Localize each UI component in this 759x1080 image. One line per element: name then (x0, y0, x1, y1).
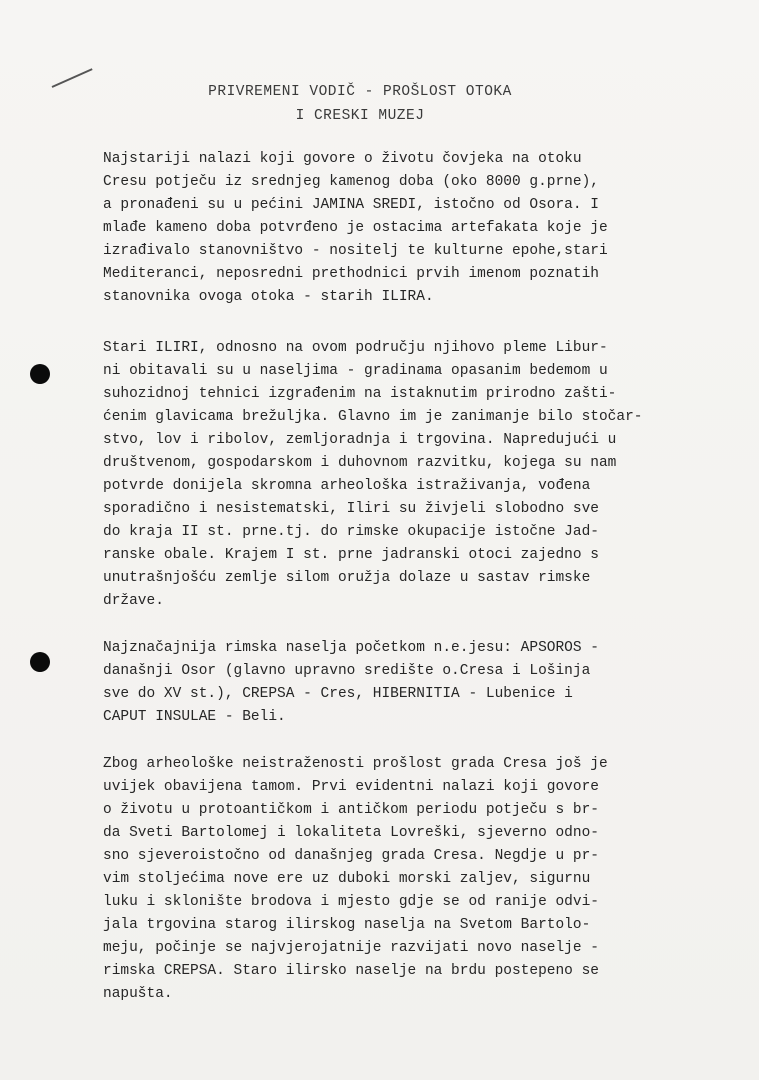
text-line: o životu u protoantičkom i antičkom periodu potječu s br- (103, 802, 599, 818)
document-title (180, 80, 540, 128)
text-line: ni obitavali su u naseljima - gradinama opasanim bedemom u (103, 363, 608, 379)
paragraph-3 (103, 637, 663, 729)
text-line: sve do XV st.), CREPSA - Cres, HIBERNITIA - Lubenice i (103, 686, 573, 702)
text-line: Cresu potječu iz srednjeg kamenog doba (oko 8000 g.prne), (103, 174, 599, 190)
pencil-mark (52, 68, 93, 88)
text-line: Stari ILIRI, odnosno na ovom području njihovo pleme Libur- (103, 340, 608, 356)
text-line: rimska CREPSA. Staro ilirsko naselje na brdu postepeno se (103, 963, 599, 979)
text-line: Najznačajnija rimska naselja početkom n.e.jesu: APSOROS - (103, 640, 599, 656)
title-line-1: PRIVREMENI VODIČ - PROŠLOST OTOKA (208, 84, 512, 100)
text-line: a pronađeni su u pećini JAMINA SREDI, istočno od Osora. I (103, 197, 599, 213)
text-line: uvijek obavijena tamom. Prvi evidentni nalazi koji govore (103, 779, 599, 795)
title-line-2: I CRESKI MUZEJ (295, 108, 425, 124)
punch-hole-bottom (30, 652, 50, 672)
text-line: potvrde donijela skromna arheološka istraživanja, vođena (103, 478, 591, 494)
text-line: Najstariji nalazi koji govore o životu čovjeka na otoku (103, 151, 582, 167)
text-line: ranske obale. Krajem I st. prne jadranski otoci zajedno s (103, 547, 599, 563)
text-line: meju, počinje se najvjerojatnije razvijati novo naselje - (103, 940, 599, 956)
text-line: mlađe kameno doba potvrđeno je ostacima artefakata koje je (103, 220, 608, 236)
text-line: do kraja II st. prne.tj. do rimske okupacije istočne Jad- (103, 524, 599, 540)
text-line: ćenim glavicama brežuljka. Glavno im je zanimanje bilo stočar- (103, 409, 643, 425)
text-line: sporadično i nesistematski, Iliri su živjeli slobodno sve (103, 501, 599, 517)
text-line: suhozidnoj tehnici izgrađenim na istaknutim prirodno zašti- (103, 386, 617, 402)
paragraph-2 (103, 337, 663, 613)
text-line: Mediteranci, neposredni prethodnici prvih imenom poznatih (103, 266, 599, 282)
text-line: stvo, lov i ribolov, zemljoradnja i trgovina. Napredujući u (103, 432, 617, 448)
text-line: današnji Osor (glavno upravno središte o.Cresa i Lošinja (103, 663, 591, 679)
text-line: jala trgovina starog ilirskog naselja na Svetom Bartolo- (103, 917, 591, 933)
paragraph-1 (103, 148, 663, 309)
text-line: države. (103, 593, 164, 609)
text-line: CAPUT INSULAE - Beli. (103, 709, 286, 725)
paragraph-4 (103, 753, 663, 1006)
text-line: luku i sklonište brodova i mjesto gdje se od ranije odvi- (103, 894, 599, 910)
text-line: stanovnika ovoga otoka - starih ILIRA. (103, 289, 434, 305)
text-line: napušta. (103, 986, 173, 1002)
text-line: izrađivalo stanovništvo - nositelj te kulturne epohe,stari (103, 243, 608, 259)
text-line: unutrašnjošću zemlje silom oružja dolaze u sastav rimske (103, 570, 591, 586)
punch-hole-top (30, 364, 50, 384)
text-line: vim stoljećima nove ere uz duboki morski zaljev, sigurnu (103, 871, 591, 887)
text-line: da Sveti Bartolomej i lokaliteta Lovreški, sjeverno odno- (103, 825, 599, 841)
text-line: društvenom, gospodarskom i duhovnom razvitku, kojega su nam (103, 455, 617, 471)
text-line: Zbog arheološke neistraženosti prošlost grada Cresa još je (103, 756, 608, 772)
text-line: sno sjeveroistočno od današnjeg grada Cresa. Negdje u pr- (103, 848, 599, 864)
